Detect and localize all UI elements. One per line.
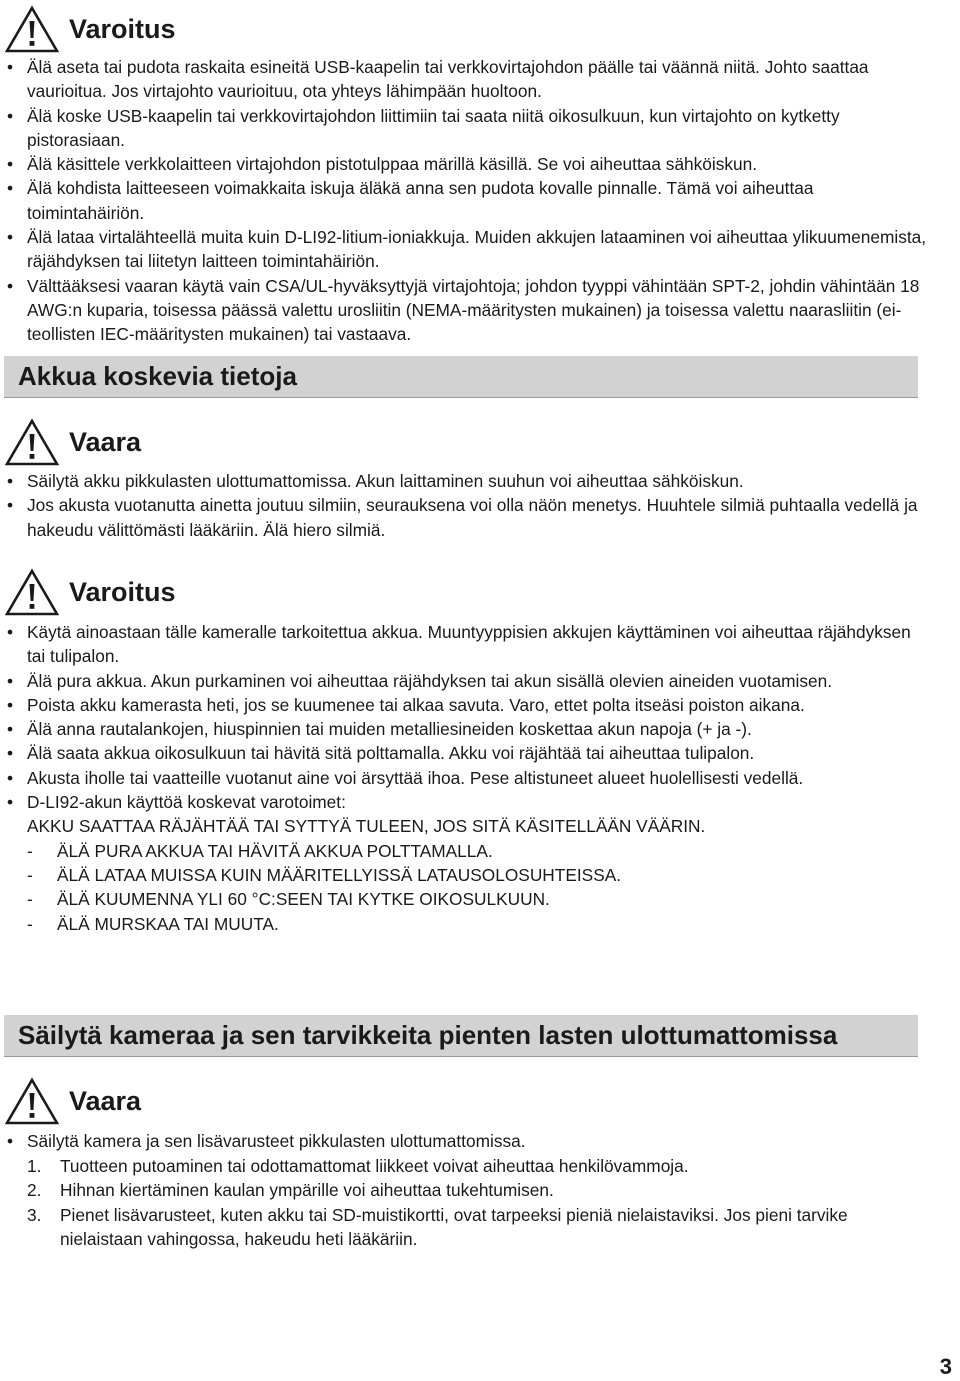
list-item: • Älä käsittele verkkolaitteen virtajohdon pistotulppaa märillä käsillä. Se voi aiheuttaa sähköiskun. xyxy=(7,154,758,175)
dli92-point: - ÄLÄ MURSKAA TAI MUUTA. xyxy=(27,913,279,934)
list-item: • Älä anna rautalankojen, hiuspinnien tai muiden metalliesineiden koskettaa akun napoja (+ ja -). xyxy=(7,719,752,740)
list-item: • Akusta iholle tai vaatteille vuotanut aine voi ärsyttää ihoa. Pese altistuneet alueet huolellisesti vedellä. xyxy=(7,767,804,788)
danger-heading xyxy=(5,1076,141,1126)
warning-triangle-icon xyxy=(5,5,59,53)
list-item: • Älä kohdista laitteeseen voimakkaita iskuja äläkä anna sen pudota kovalle pinnalle. Tämä voi aiheuttaa toimintahäiriön. xyxy=(7,178,814,223)
danger-title: Vaara xyxy=(69,1085,142,1116)
page-number: 3 xyxy=(939,1354,952,1379)
warning-heading xyxy=(5,4,176,54)
section-title-battery: Akkua koskevia tietoja xyxy=(4,356,918,398)
list-item: • Älä lataa virtalähteellä muita kuin D-LI92-litium-ioniakkuja. Muiden akkujen lataaminen voi aiheuttaa ylikuumenemista, räjähdyksen tai liitetyn laitteen toimintahäiriön. xyxy=(7,227,927,272)
danger-heading xyxy=(5,417,141,467)
danger-list xyxy=(0,469,930,542)
numbered-item: 2. Hihnan kiertäminen kaulan ympärille voi aiheuttaa tukehtumisen. xyxy=(27,1180,554,1201)
list-item: • Älä koske USB-kaapelin tai verkkovirtajohdon liittimiin tai saata niitä oikosulkuun, kun virtajohto on kytketty pistorasiaan. xyxy=(7,105,840,150)
warning-title: Varoitus xyxy=(69,13,176,44)
list-item: • Älä pura akkua. Akun purkaminen voi aiheuttaa räjähdyksen tai akun sisällä olevien aineiden vuotamisen. xyxy=(7,670,833,691)
dli92-point: - ÄLÄ KUUMENNA YLI 60 °C:SEEN TAI KYTKE OIKOSULKUUN. xyxy=(27,889,550,910)
list-item: • Älä saata akkua oikosulkuun tai hävitä sitä polttamalla. Akku voi räjähtää tai aiheuttaa tulipalon. xyxy=(7,743,755,764)
warning-heading xyxy=(5,567,176,617)
warning-list xyxy=(0,55,930,347)
section-title-children: Säilytä kameraa ja sen tarvikkeita pienten lasten ulottumattomissa xyxy=(4,1015,918,1057)
dli92-point: - ÄLÄ PURA AKKUA TAI HÄVITÄ AKKUA POLTTAMALLA. xyxy=(27,840,493,861)
list-item: • Säilytä akku pikkulasten ulottumattomissa. Akun laittaminen suuhun voi aiheuttaa sähköiskun. xyxy=(7,471,744,491)
list-item: • Säilytä kamera ja sen lisävarusteet pikkulasten ulottumattomissa. xyxy=(7,1131,526,1151)
numbered-item: 1. Tuotteen putoaminen tai odottamattomat liikkeet voivat aiheuttaa henkilövammoja. xyxy=(27,1156,689,1176)
list-item: • Välttääksesi vaaran käytä vain CSA/UL-hyväksyttyjä virtajohtoja; johdon tyyppi vähintään SPT-2, johdin vähintään 18 AWG:n kuparia, toisessa päässä valettu urosliitin (NEMA-määritysten mukainen) ja toisessa valettu naarasliitin (ei-teollisten IEC-määritysten mukainen) tai vastaava. xyxy=(7,275,920,345)
dli92-point: - ÄLÄ LATAA MUISSA KUIN MÄÄRITELLYISSÄ LATAUSOLOSUHTEISSA. xyxy=(27,864,622,885)
dli92-caps: AKKU SAATTAA RÄJÄHTÄÄ TAI SYTTYÄ TULEEN, JOS SITÄ KÄSITELLÄÄN VÄÄRIN. xyxy=(27,816,706,837)
list-item: • D-LI92-akun käyttöä koskevat varotoimet: AKKU SAATTAA RÄJÄHTÄÄ TAI SYTTYÄ TULEEN, JOS SITÄ KÄSITELLÄÄN VÄÄRIN. - ÄLÄ PURA AKKUA TAI HÄVITÄ AKKUA POLTTAMALLA. - ÄLÄ LATAA MUISSA KUIN MÄÄRITELLYISSÄ LATAUSOLOSUHTEISSA. - ÄLÄ KUUMENNA YLI 60 °C:SEEN TAI KYTKE OIKOSULKUUN. - ÄLÄ MURSKAA TAI MUUTA. xyxy=(0,790,930,936)
warning-triangle-icon xyxy=(5,1077,59,1125)
numbered-item: 3. Pienet lisävarusteet, kuten akku tai SD-muistikortti, ovat tarpeeksi pieniä nielaistaviksi. Jos pieni tarvike nielaistaan vahingossa, hakeudu heti lääkäriin. xyxy=(27,1204,848,1249)
warning-triangle-icon xyxy=(5,418,59,466)
dli92-intro: D-LI92-akun käyttöä koskevat varotoimet: xyxy=(27,792,346,813)
numbered-list xyxy=(0,1154,930,1251)
list-item: • Käytä ainoastaan tälle kameralle tarkoitettua akkua. Muuntyyppisien akkujen käyttäminen voi aiheuttaa räjähdyksen tai tulipalon. xyxy=(7,622,911,667)
list-item: • Jos akusta vuotanutta ainetta joutuu silmiin, seurauksena voi olla näön menetys. Huuhtele silmiä puhtaalla vedellä ja hakeudu välittömästi lääkäriin. Älä hiero silmiä. xyxy=(7,495,918,540)
children-danger-list xyxy=(0,1129,930,1153)
battery-warning-list xyxy=(0,620,930,936)
list-item: • Poista akku kamerasta heti, jos se kuumenee tai alkaa savuta. Varo, ettet polta itseäsi poiston aikana. xyxy=(7,694,805,715)
danger-title: Vaara xyxy=(69,426,142,457)
warning-triangle-icon xyxy=(5,568,59,616)
list-item: • Älä aseta tai pudota raskaita esineitä USB-kaapelin tai verkkovirtajohdon päälle tai väännä niitä. Johto saattaa vaurioitua. Jos virtajohto vaurioituu, ota yhteys lähimpään huoltoon. xyxy=(7,57,869,102)
warning-title: Varoitus xyxy=(69,576,176,607)
